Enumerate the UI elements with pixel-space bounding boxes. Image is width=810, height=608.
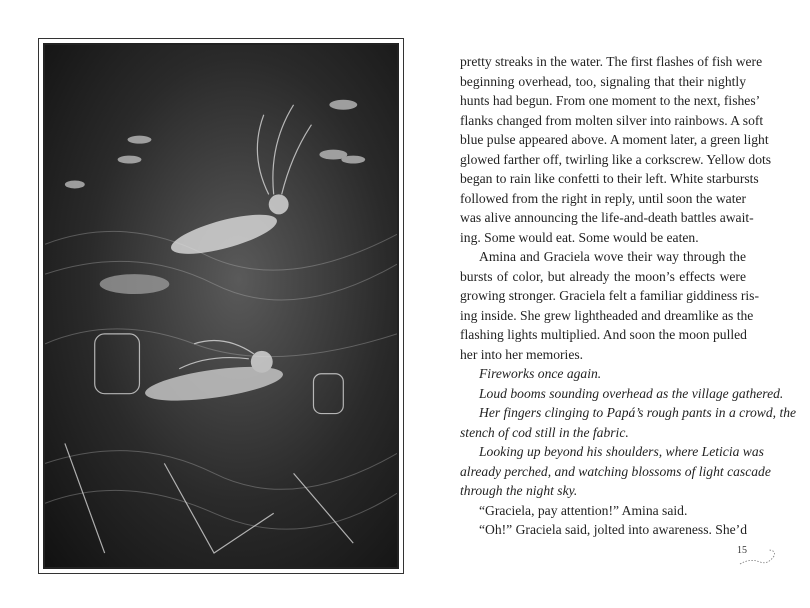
illustration-art [45,45,397,567]
text-line: Amina and Graciela wove their way through the [479,249,746,264]
text-line: through the night sky. [460,483,578,498]
text-line: glowed farther off, twirling like a corkscrew. Yellow dots [460,151,772,167]
text-line: bursts of color, but already the moon’s effects were [460,268,746,284]
text-line: Fireworks once again. [479,366,602,381]
text-line: was alive announcing the life-and-death battles await- [460,210,754,225]
text-line: stench of cod still in the fabric. [460,424,629,440]
wave-ornament-icon [738,548,778,568]
illustration-frame [38,38,404,574]
text-line: already perched, and watching blossoms of light cascade [460,463,771,479]
page-number: 15 [737,545,747,556]
text-line: “Oh!” Graciela said, jolted into awareness. She’d [479,522,747,537]
text-line: pretty streaks in the water. The first flashes of fish were [460,54,763,69]
text-line: flanks changed from molten silver into rainbows. A soft [460,112,764,128]
body-text [460,52,797,540]
text-line: ing inside. She grew lightheaded and dreamlike as the [460,307,754,323]
text-line: flashing lights multiplied. And soon the moon pulled [460,327,747,342]
text-line: Her fingers clinging to Papá’s rough pants in a crowd, the [479,405,797,420]
text-line: her into her memories. [460,346,584,362]
text-line: Looking up beyond his shoulders, where Leticia was [479,444,764,459]
text-line: Loud booms sounding overhead as the village gathered. [479,385,784,401]
text-line: hunts had begun. From one moment to the next, fishes’ [460,93,761,108]
text-line: blue pulse appeared above. A moment later, a green light [460,132,769,147]
mermaid-illustration [43,43,399,569]
text-line: growing stronger. Graciela felt a familiar giddiness ris- [460,288,759,303]
text-line: ing. Some would eat. Some would be eaten. [460,229,699,245]
text-line: beginning overhead, too, signaling that their nightly [460,73,746,89]
text-line: followed from the right in reply, until soon the water [460,190,747,206]
text-line: began to rain like confetti to their left. White starbursts [460,171,759,186]
text-line: “Graciela, pay attention!” Amina said. [479,502,688,518]
